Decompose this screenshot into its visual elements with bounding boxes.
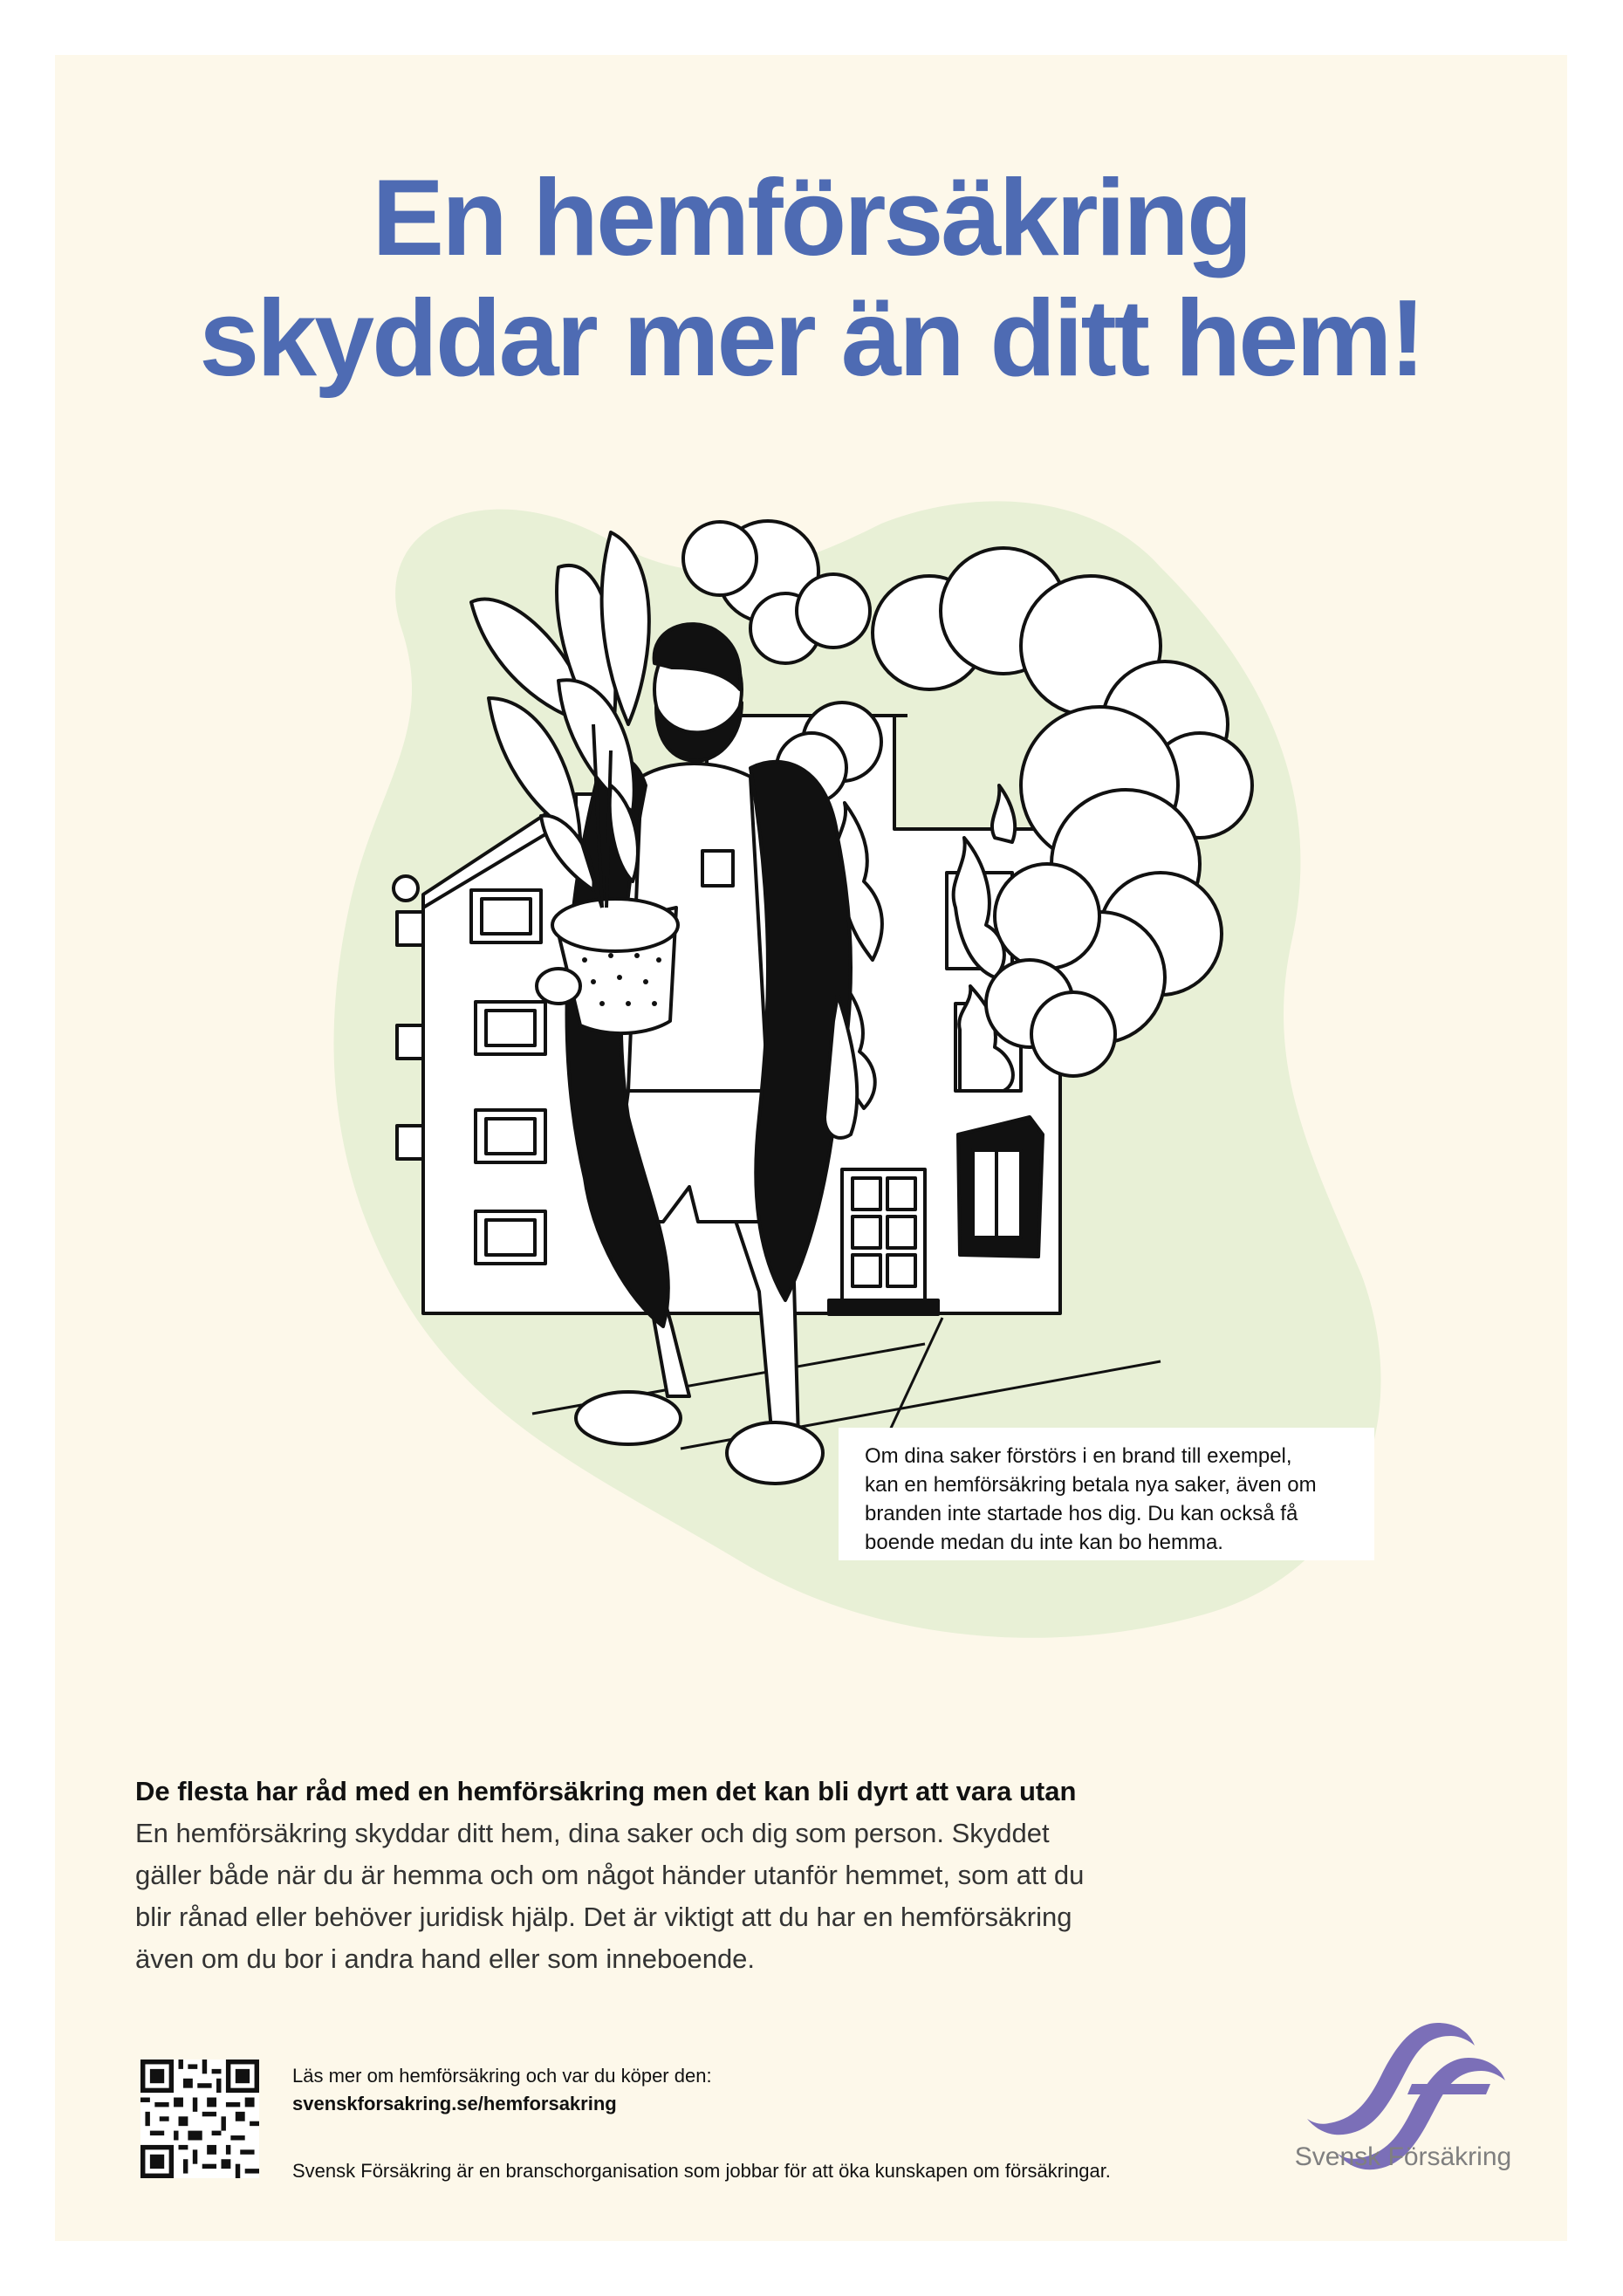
- read-more-link[interactable]: svenskforsakring.se/hemforsakring: [292, 2093, 617, 2114]
- callout-line: boende medan du inte kan bo hemma.: [865, 1531, 1223, 1554]
- read-more-text: Läs mer om hemförsäkring och var du köper den:: [292, 2065, 712, 2087]
- poster: [55, 55, 1567, 2241]
- read-more: [292, 2062, 712, 2118]
- body-section: [135, 1774, 1235, 1980]
- body-line: En hemförsäkring skyddar ditt hem, dina saker och dig som person. Skyddet: [135, 1818, 1050, 1848]
- callout-line: branden inte startade hos dig. Du kan också få: [865, 1502, 1298, 1525]
- callout-line: Om dina saker förstörs i en brand till exempel,: [865, 1444, 1292, 1468]
- headline-line-1: En hemförsäkring: [372, 158, 1250, 278]
- logo-wordmark: Svensk Försäkring: [1294, 2142, 1512, 2171]
- callout-line: kan en hemförsäkring betala nya saker, även om: [865, 1473, 1317, 1497]
- headline-line-2: skyddar mer än ditt hem!: [199, 278, 1423, 399]
- body-line: även om du bor i andra hand eller som inneboende.: [135, 1943, 756, 1974]
- body-line: blir rånad eller behöver juridisk hjälp. Det är viktigt att du har en hemförsäkring: [135, 1902, 1072, 1932]
- body-line: gäller både när du är hemma och om något händer utanför hemmet, som att du: [135, 1860, 1085, 1890]
- fire-info-callout: [839, 1428, 1374, 1560]
- qr-code-icon[interactable]: [140, 2058, 259, 2180]
- body-title: De flesta har råd med en hemförsäkring men det kan bli dyrt att vara utan: [135, 1776, 1077, 1806]
- body-paragraph: [135, 1813, 1235, 1980]
- footer-note: Svensk Försäkring är en branschorganisation som jobbar för att öka kunskapen om försäkringar.: [292, 2160, 1111, 2182]
